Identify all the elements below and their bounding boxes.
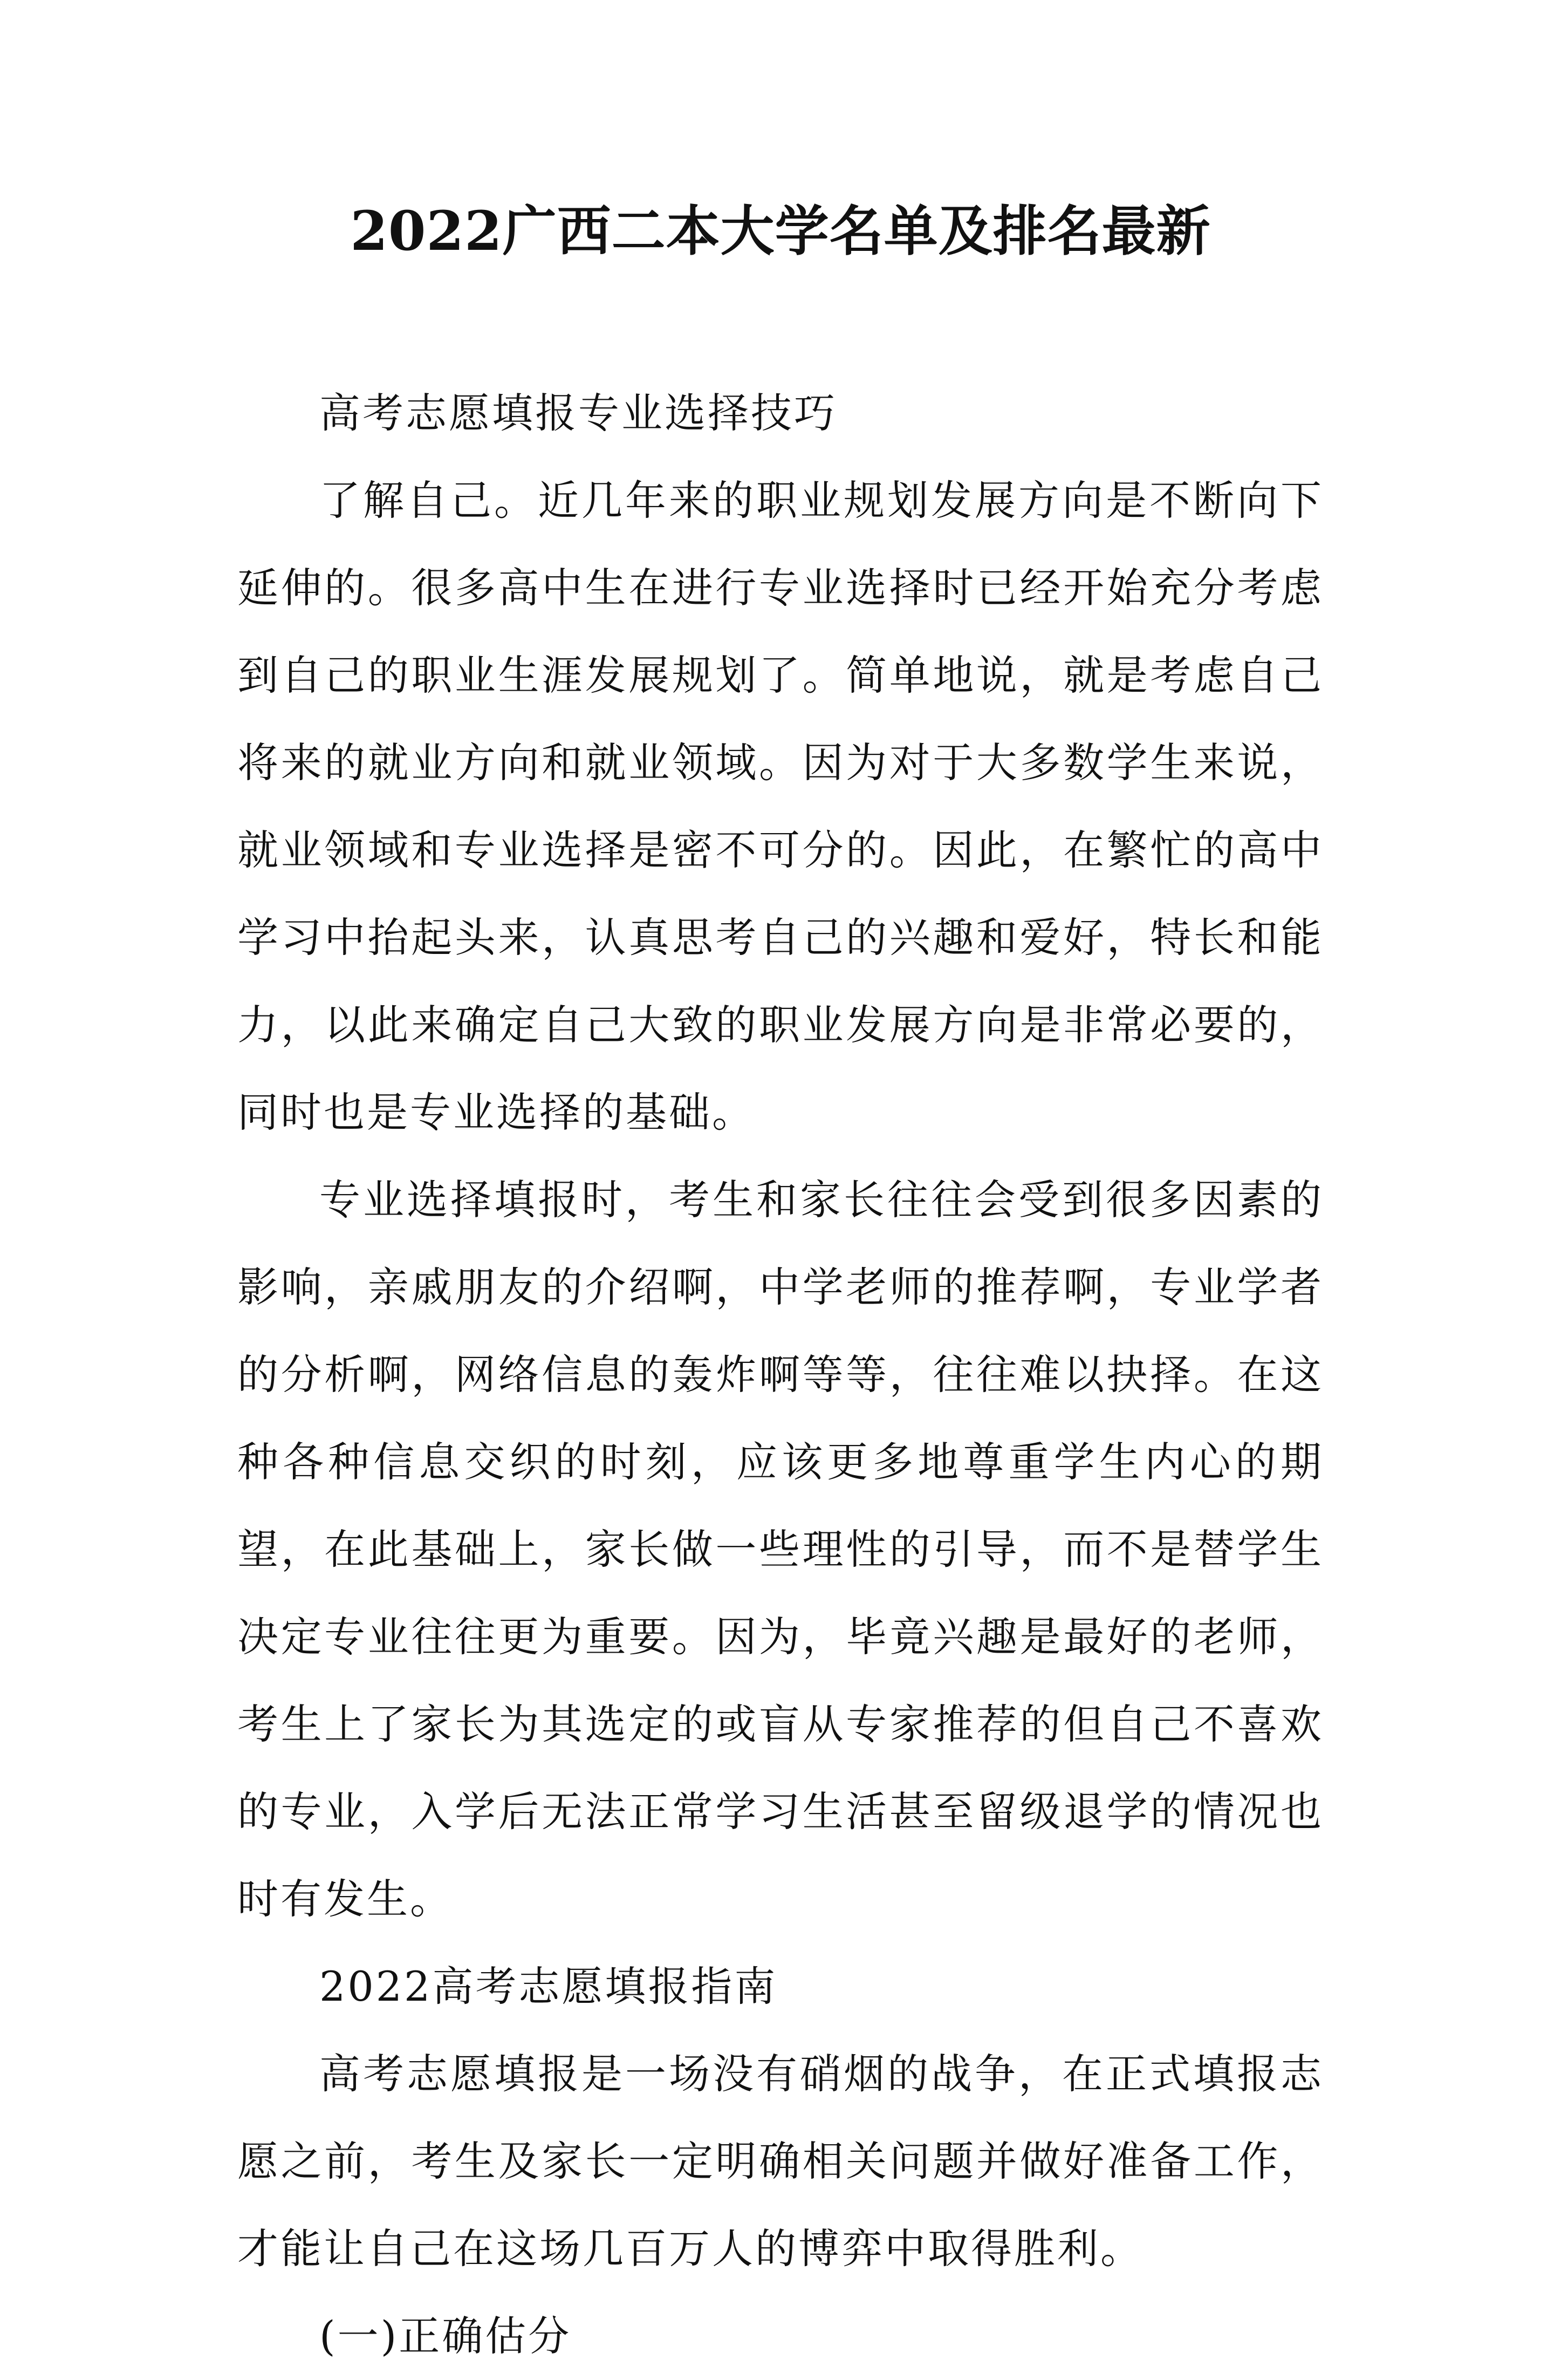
paragraph-application-intro: 高考志愿填报是一场没有硝烟的战争，在正式填报志愿之前，考生及家长一定明确相关问题并做好准备工作，才能让自己在这场几百万人的博弈中取得胜利。 (237, 2050, 1324, 2273)
section-heading-major-selection-tips: 高考志愿填报专业选择技巧 (319, 389, 837, 437)
subsection-heading-score-estimate: (一)正确估分 (319, 2312, 572, 2360)
paragraph-major-selection-influences: 专业选择填报时，考生和家长往往会受到很多因素的影响，亲戚朋友的介绍啊，中学老师的推荐啊，专业学者的分析啊，网络信息的轰炸啊等等，往往难以抉择。在这种各种信息交织的时刻，应该更多地尊重学生内心的期望，在此基础上，家长做一些理性的引导，而不是替学生决定专业往往更为重要。因为，毕竟兴趣是最好的老师，考生上了家长为其选定的或盲从专家推荐的但自己不喜欢的专业，入学后无法正常学习生活甚至留级退学的情况也时有发生。 (237, 1176, 1324, 1923)
document-title: 2022广西二本大学名单及排名最新 (350, 199, 1211, 263)
document-body (237, 370, 1324, 2380)
paragraph-know-yourself: 了解自己。近几年来的职业规划发展方向是不断向下延伸的。很多高中生在进行专业选择时已经开始充分考虑到自己的职业生涯发展规划了。简单地说，就是考虑自己将来的就业方向和就业领域。因为对于大多数学生来说，就业领域和专业选择是密不可分的。因此，在繁忙的高中学习中抬起头来，认真思考自己的兴趣和爱好，特长和能力，以此来确定自己大致的职业发展方向是非常必要的，同时也是专业选择的基础。 (237, 476, 1324, 1136)
section-heading-application-guide: 2022高考志愿填报指南 (319, 1962, 778, 2010)
